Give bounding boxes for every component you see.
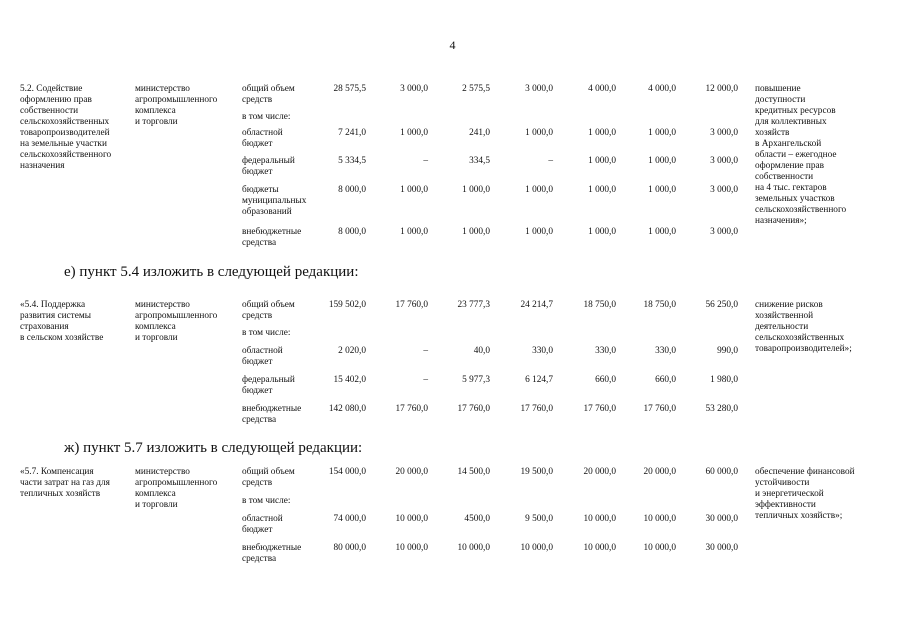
value-cell: 2 575,5 xyxy=(462,84,490,94)
value-cell: 1 000,0 xyxy=(400,185,428,195)
value-cell: 3 000,0 xyxy=(710,128,738,138)
value-cell: 142 080,0 xyxy=(328,404,366,414)
value-cell: 1 980,0 xyxy=(710,375,738,385)
value-cell: 1 000,0 xyxy=(525,185,553,195)
value-cell: 330,0 xyxy=(655,346,676,356)
value-cell: 1 000,0 xyxy=(588,128,616,138)
funding-source: областной бюджет xyxy=(242,346,283,367)
value-cell: 10 000,0 xyxy=(395,543,428,553)
value-cell: 17 760,0 xyxy=(520,404,553,414)
funding-source: в том числе: xyxy=(242,112,291,122)
measure-name: 5.2. Содействие оформлению прав собственности сельскохозяйственных товаропроизводителей на земельные участки сельскохозяйственного назначения xyxy=(20,84,112,171)
value-cell: 660,0 xyxy=(595,375,616,385)
value-cell: – xyxy=(423,346,428,356)
value-cell: 241,0 xyxy=(469,128,490,138)
value-cell: 3 000,0 xyxy=(710,227,738,237)
value-cell: 1 000,0 xyxy=(648,156,676,166)
value-cell: 2 020,0 xyxy=(338,346,366,356)
value-cell: 14 500,0 xyxy=(457,467,490,477)
value-cell: 17 760,0 xyxy=(583,404,616,414)
value-cell: 74 000,0 xyxy=(333,514,366,524)
value-cell: 23 777,3 xyxy=(457,300,490,310)
value-cell: 3 000,0 xyxy=(525,84,553,94)
value-cell: 1 000,0 xyxy=(400,128,428,138)
value-cell: 990,0 xyxy=(717,346,738,356)
value-cell: – xyxy=(548,156,553,166)
funding-source: общий объем средств xyxy=(242,300,295,321)
funding-source: общий объем средств xyxy=(242,467,295,488)
value-cell: 1 000,0 xyxy=(462,185,490,195)
funding-source: областной бюджет xyxy=(242,514,283,535)
value-cell: 4 000,0 xyxy=(648,84,676,94)
value-cell: 4500,0 xyxy=(464,514,490,524)
expected-result: снижение рисков хозяйственной деятельности сельскохозяйственных товаропроизводителей»; xyxy=(755,300,852,354)
value-cell: 28 575,5 xyxy=(333,84,366,94)
value-cell: 10 000,0 xyxy=(520,543,553,553)
value-cell: 17 760,0 xyxy=(395,404,428,414)
page-number: 4 xyxy=(449,38,456,52)
value-cell: 5 334,5 xyxy=(338,156,366,166)
value-cell: 1 000,0 xyxy=(400,227,428,237)
expected-result: обеспечение финансовой устойчивости и энергетической эффективности тепличных хозяйств»; xyxy=(755,467,855,521)
value-cell: 30 000,0 xyxy=(705,543,738,553)
measure-name: «5.4. Поддержка развития системы страхования в сельском хозяйстве xyxy=(20,300,104,343)
funding-source: внебюджетные средства xyxy=(242,404,302,425)
value-cell: 1 000,0 xyxy=(648,227,676,237)
value-cell: 30 000,0 xyxy=(705,514,738,524)
value-cell: 8 000,0 xyxy=(338,185,366,195)
value-cell: 6 124,7 xyxy=(525,375,553,385)
value-cell: 1 000,0 xyxy=(648,128,676,138)
funding-source: федеральный бюджет xyxy=(242,156,295,177)
funding-source: областной бюджет xyxy=(242,128,283,149)
value-cell: 12 000,0 xyxy=(705,84,738,94)
funding-source: внебюджетные средства xyxy=(242,543,302,564)
value-cell: 3 000,0 xyxy=(710,185,738,195)
value-cell: – xyxy=(423,156,428,166)
value-cell: 40,0 xyxy=(473,346,490,356)
funding-source: в том числе: xyxy=(242,496,291,506)
value-cell: 1 000,0 xyxy=(588,227,616,237)
value-cell: 5 977,3 xyxy=(462,375,490,385)
value-cell: 80 000,0 xyxy=(333,543,366,553)
value-cell: 7 241,0 xyxy=(338,128,366,138)
value-cell: 4 000,0 xyxy=(588,84,616,94)
value-cell: 15 402,0 xyxy=(333,375,366,385)
value-cell: 8 000,0 xyxy=(338,227,366,237)
funding-source: общий объем средств xyxy=(242,84,295,105)
funding-source: в том числе: xyxy=(242,328,291,338)
funding-source: федеральный бюджет xyxy=(242,375,295,396)
value-cell: 20 000,0 xyxy=(395,467,428,477)
value-cell: 660,0 xyxy=(655,375,676,385)
value-cell: 10 000,0 xyxy=(643,543,676,553)
responsible-executor: министерство агропромышленного комплекса и торговли xyxy=(135,467,218,510)
value-cell: 17 760,0 xyxy=(395,300,428,310)
value-cell: 330,0 xyxy=(532,346,553,356)
value-cell: – xyxy=(423,375,428,385)
funding-source: бюджеты муниципальных образований xyxy=(242,185,307,217)
value-cell: 10 000,0 xyxy=(643,514,676,524)
value-cell: 1 000,0 xyxy=(648,185,676,195)
value-cell: 3 000,0 xyxy=(400,84,428,94)
value-cell: 18 750,0 xyxy=(583,300,616,310)
value-cell: 18 750,0 xyxy=(643,300,676,310)
value-cell: 1 000,0 xyxy=(588,185,616,195)
value-cell: 20 000,0 xyxy=(643,467,676,477)
value-cell: 330,0 xyxy=(595,346,616,356)
value-cell: 159 502,0 xyxy=(328,300,366,310)
value-cell: 1 000,0 xyxy=(525,128,553,138)
funding-source: внебюджетные средства xyxy=(242,227,302,248)
value-cell: 10 000,0 xyxy=(583,543,616,553)
value-cell: 10 000,0 xyxy=(457,543,490,553)
value-cell: 17 760,0 xyxy=(643,404,676,414)
value-cell: 10 000,0 xyxy=(395,514,428,524)
value-cell: 17 760,0 xyxy=(457,404,490,414)
value-cell: 1 000,0 xyxy=(588,156,616,166)
expected-result: повышение доступности кредитных ресурсов для коллективных хозяйств в Архангельской области – ежегодное оформление прав собственности на 4 тыс. гектаров земельных участков сельскохозяйственного назначения»; xyxy=(755,84,847,226)
value-cell: 1 000,0 xyxy=(462,227,490,237)
value-cell: 24 214,7 xyxy=(520,300,553,310)
value-cell: 20 000,0 xyxy=(583,467,616,477)
value-cell: 60 000,0 xyxy=(705,467,738,477)
value-cell: 1 000,0 xyxy=(525,227,553,237)
section-heading: ж) пункт 5.7 изложить в следующей редакции: xyxy=(64,440,363,456)
value-cell: 9 500,0 xyxy=(525,514,553,524)
measure-name: «5.7. Компенсация части затрат на газ для тепличных хозяйств xyxy=(20,467,110,499)
responsible-executor: министерство агропромышленного комплекса и торговли xyxy=(135,84,218,127)
value-cell: 334,5 xyxy=(469,156,490,166)
value-cell: 10 000,0 xyxy=(583,514,616,524)
responsible-executor: министерство агропромышленного комплекса и торговли xyxy=(135,300,218,343)
value-cell: 3 000,0 xyxy=(710,156,738,166)
value-cell: 53 280,0 xyxy=(705,404,738,414)
value-cell: 154 000,0 xyxy=(328,467,366,477)
section-heading: е) пункт 5.4 изложить в следующей редакции: xyxy=(64,264,359,280)
value-cell: 56 250,0 xyxy=(705,300,738,310)
value-cell: 19 500,0 xyxy=(520,467,553,477)
